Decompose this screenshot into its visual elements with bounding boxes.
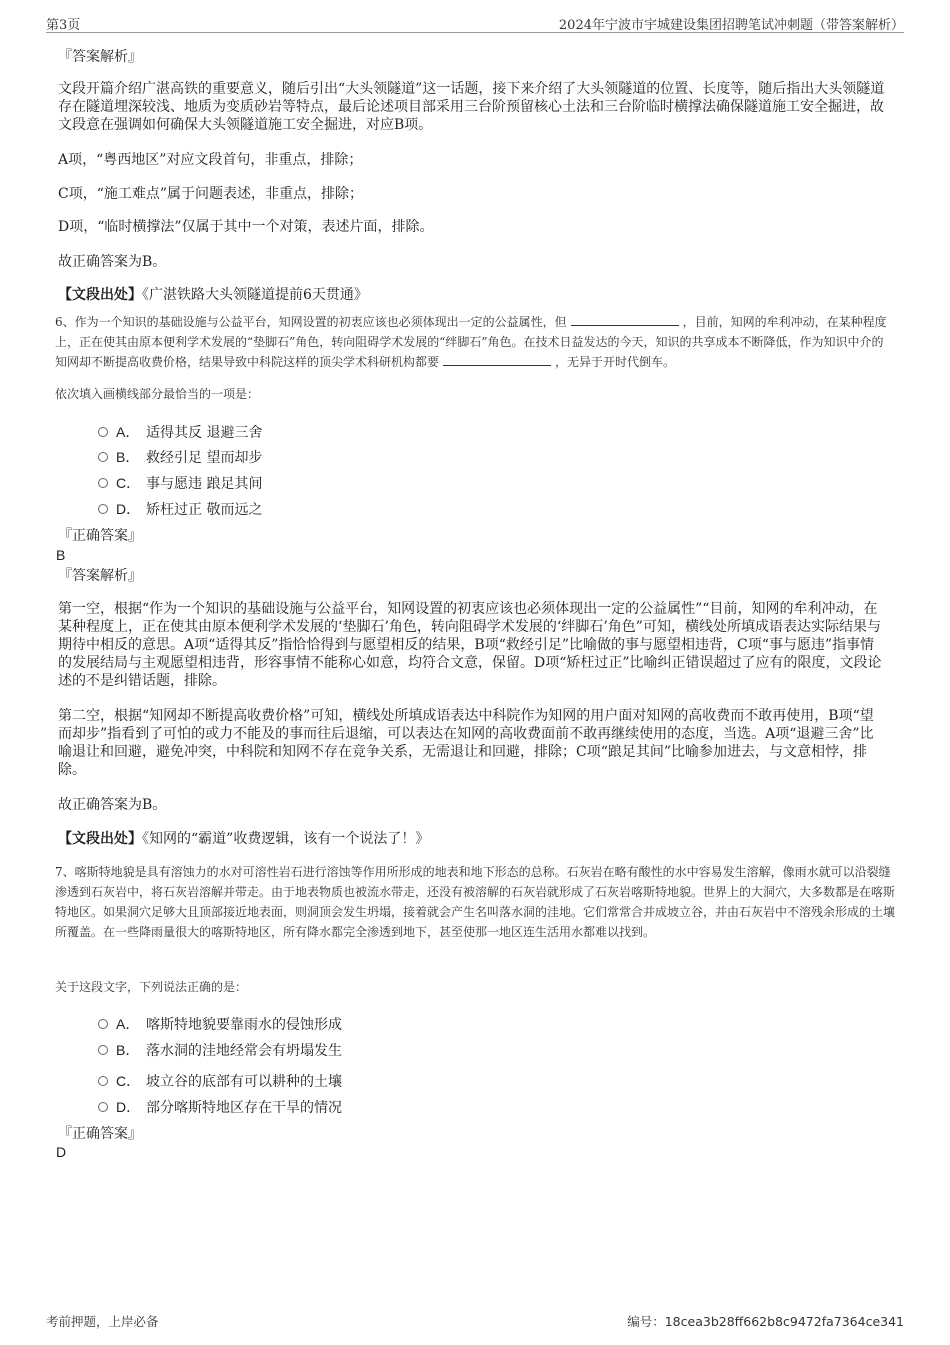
q7-option-d[interactable]: D． 部分喀斯特地区存在干旱的情况: [98, 1097, 342, 1117]
q6-answer: B: [56, 547, 66, 563]
page-header: [46, 12, 904, 33]
q5-source-text: 《广湛铁路大头领隧道提前6天贯通》: [142, 287, 368, 303]
radio-icon[interactable]: [98, 452, 108, 462]
radio-icon[interactable]: [98, 504, 108, 514]
q6-source: [58, 830, 886, 848]
q6-conclusion: 故正确答案为B。: [58, 797, 167, 813]
q6-blank-2: [443, 354, 551, 366]
radio-icon[interactable]: [98, 1102, 108, 1112]
document-title: 2024年宁波市宇城建设集团招聘笔试冲刺题（带答案解析）: [558, 18, 904, 33]
q6-analysis-label: 『答案解析』: [58, 568, 142, 584]
q6-analysis-paragraph-2: 第二空，根据“知网却不断提高收费价格”可知，横线处所填成语表达中科院作为知网的用户面对知网的高收费而不敢再使用，B项“望而却步”指看到了可怕的或力不能及的事而往后退缩，可以表达在知网的高收费面前不敢再继续使用的态度，当选。A项“退避三舍”比喻退让和回避，避免冲突，中科院和知网不存在竞争关系，无需退让和回避，排除；C项“踉足其间”比喻参加进去，与文意相悖，排除。: [58, 708, 874, 778]
q5-analysis-label: 『答案解析』: [58, 49, 142, 65]
radio-icon[interactable]: [98, 1076, 108, 1086]
document-code: 编号：18cea3b28ff662b8c9472fa7364ce341: [627, 1314, 904, 1329]
q6-analysis-paragraph-1: 第一空，根据“作为一个知识的基础设施与公益平台，知网设置的初衷应该也必须体现出一定的公益属性”“目前，知网的牟利冲动，在某种程度上，正在使其由原本便利学术发展的‘垫脚石’角色，转向阻碍学术发展的‘绊脚石’角色”可知，横线处所填成语表达实际结果与期待中相反的意思。A项“适得其反”指恰恰得到与愿望相反的结果，B项“救经引足”比喻做的事与愿望相违背，C项“事与愿违”指事情的发展结局与主观愿望相违背，形容事情不能称心如意，均符合文意，保留。D项“矫枉过正”比喻纠正错误超过了应有的限度，文段论述的不是纠错话题，排除。: [58, 601, 882, 689]
q6-option-a[interactable]: A． 适得其反 退避三舍: [98, 422, 262, 442]
radio-icon[interactable]: [98, 1019, 108, 1029]
radio-icon[interactable]: [98, 478, 108, 488]
page-number: 第3页: [46, 18, 81, 33]
q6-source-label: 【文段出处】: [58, 831, 142, 847]
q7-option-c[interactable]: C． 坡立谷的底部有可以耕种的土壤: [98, 1071, 342, 1091]
q7-option-a[interactable]: A． 喀斯特地貌要靠雨水的侵蚀形成: [98, 1014, 342, 1034]
q5-analysis-option-a: A项，“粤西地区”对应文段首句，非重点，排除；: [58, 152, 363, 168]
radio-icon[interactable]: [98, 1045, 108, 1055]
q6-option-b[interactable]: B． 救经引足 望而却步: [98, 447, 262, 467]
q6-prompt: 依次填入画横线部分最恰当的一项是：: [55, 387, 260, 401]
q6-answer-label: 『正确答案』: [58, 528, 142, 544]
q5-analysis-option-c: C项，“施工难点”属于问题表述，非重点，排除；: [58, 186, 364, 202]
q5-source-label: 【文段出处】: [58, 287, 142, 303]
q5-analysis-paragraph: 文段开篇介绍广湛高铁的重要意义，随后引出“大头领隧道”这一话题，接下来介绍了大头领隧道的位置、长度等，随后指出大头领隧道存在隧道埋深较浅、地质为变质砂岩等特点，最后论述项目部采用三台阶预留核心土法和三台阶临时横撑法确保隧道施工安全掘进，故文段意在强调如何确保大头领隧道施工安全掘进，对应B项。: [58, 81, 885, 133]
page-footer: [46, 1312, 904, 1330]
q5-analysis-option-d: D项，“临时横撑法”仅属于其中一个对策，表述片面，排除。: [58, 219, 434, 235]
q6-blank-1: [571, 314, 679, 326]
q7-answer-label: 『正确答案』: [58, 1126, 142, 1142]
radio-icon[interactable]: [98, 427, 108, 437]
q6-stem-part2: ，目前，知网的牟利冲动，在某种程度上，正在使其由原本便利学术发展的“垫脚石”角色，转向阻碍学术发展的“绊脚石”角色。在技术日益发达的今天，知识的共享成本不断降低，作为知识中介的知网却不断提高收费价格，结果导致中科院这样的顶尖学术科研机构都要: [55, 315, 887, 369]
q7-prompt: 关于这段文字，下列说法正确的是：: [55, 980, 248, 994]
q6-stem: [55, 312, 895, 372]
q7-stem: 7、喀斯特地貌是具有溶蚀力的水对可溶性岩石进行溶蚀等作用所形成的地表和地下形态的总称。石灰岩在略有酸性的水中容易发生溶解，像雨水就可以沿裂缝渗透到石灰岩中，将石灰岩溶解并带走。由于地表物质也被流水带走，还没有被溶解的石灰岩就形成了石灰岩喀斯特地貌。世界上的大洞穴，大多数都是在喀斯特地区。如果洞穴足够大且顶部接近地表面，则洞顶会发生坍塌，接着就会产生名叫落水洞的洼地。它们常常合并成坡立谷，并由石灰岩中不溶残余形成的土壤所覆盖。在一些降雨量很大的喀斯特地区，所有降水都完全渗透到地下，甚至使那一地区连生活用水都难以找到。: [55, 865, 896, 939]
q6-source-text: 《知网的“霸道”收费逻辑，该有一个说法了！》: [142, 831, 430, 847]
q6-option-d[interactable]: D． 矫枉过正 敬而远之: [98, 499, 262, 519]
footer-slogan: 考前押题，上岸必备: [46, 1314, 159, 1329]
q6-stem-part3: ，无异于开时代倒车。: [555, 355, 676, 369]
q6-option-c[interactable]: C． 事与愿违 踉足其间: [98, 473, 262, 493]
q5-source: [58, 286, 886, 304]
q5-conclusion: 故正确答案为B。: [58, 254, 167, 270]
q6-stem-part1: 6、作为一个知识的基础设施与公益平台，知网设置的初衷应该也必须体现出一定的公益属性，但: [55, 315, 567, 329]
q7-option-b[interactable]: B． 落水洞的洼地经常会有坍塌发生: [98, 1040, 342, 1060]
q7-answer: D: [56, 1144, 67, 1160]
